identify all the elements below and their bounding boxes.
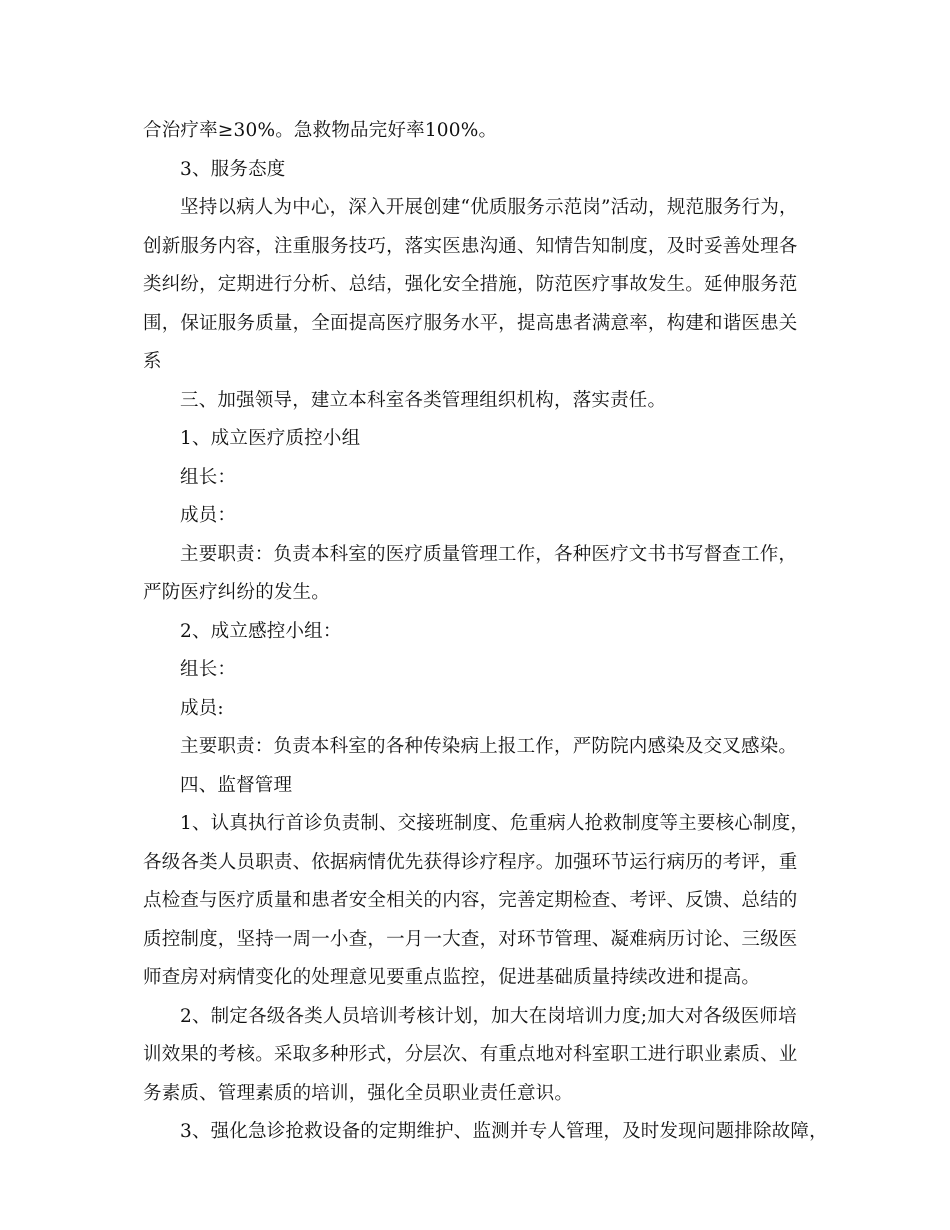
text-line: 各级各类人员职责、依据病情优先获得诊疗程序。加强环节运行病历的考评，重 [143,852,798,873]
section-heading: 四、监督管理 [180,775,293,796]
text-line: 系 [143,351,162,372]
text-line: 质控制度，坚持一周一小查，一月一大查，对环节管理、凝难病历讨论、三级医 [143,929,798,950]
section-heading: 3、服务态度 [180,159,286,180]
text-line: 训效果的考核。采取多种形式，分层次、有重点地对科室职工进行职业素质、业 [143,1044,798,1065]
text-line: 组长： [180,659,237,680]
text-line: 2、制定各级各类人员培训考核计划，加大在岗培训力度;加大对各级医师培 [180,1006,797,1027]
section-heading: 三、加强领导，建立本科室各类管理组织机构，落实责任。 [180,390,667,411]
text-line: 点检查与医疗质量和患者安全相关的内容，完善定期检查、考评、反馈、总结的 [143,890,798,911]
text-line: 师查房对病情变化的处理意见要重点监控，促进基础质量持续改进和提高。 [143,967,761,988]
text-line: 主要职责：负责本科室的医疗质量管理工作，各种医疗文书书写督查工作， [180,544,798,565]
section-heading: 1、成立医疗质控小组 [180,428,361,449]
text-line: 成员： [180,505,237,526]
section-heading: 2、成立感控小组： [180,621,342,642]
text-line: 1、认真执行首诊负责制、交接班制度、危重病人抢救制度等主要核心制度， [180,813,810,834]
text-line: 严防医疗纠纷的发生。 [143,582,331,603]
text-line: 类纠纷，定期进行分析、总结，强化安全措施，防范医疗事故发生。延伸服务范 [143,274,798,295]
text-line: 主要职责：负责本科室的各种传染病上报工作，严防院内感染及交叉感染。 [180,736,798,757]
text-line: 合治疗率≥30%。急救物品完好率100%。 [143,120,498,141]
text-line: 围，保证服务质量，全面提高医疗服务水平，提高患者满意率，构建和谐医患关 [143,313,798,334]
text-line: 务素质、管理素质的培训，强化全员职业责任意识。 [143,1083,574,1104]
text-line: 成员: [180,698,224,719]
text-line: 组长： [180,467,237,488]
text-line: 创新服务内容，注重服务技巧，落实医患沟通、知情告知制度，及时妥善处理各 [143,236,798,257]
text-line: 3、强化急诊抢救设备的定期维护、监测并专人管理，及时发现问题排除故障， [180,1121,828,1142]
text-line: 坚持以病人为中心，深入开展创建“优质服务示范岗”活动，规范服务行为， [180,197,798,218]
